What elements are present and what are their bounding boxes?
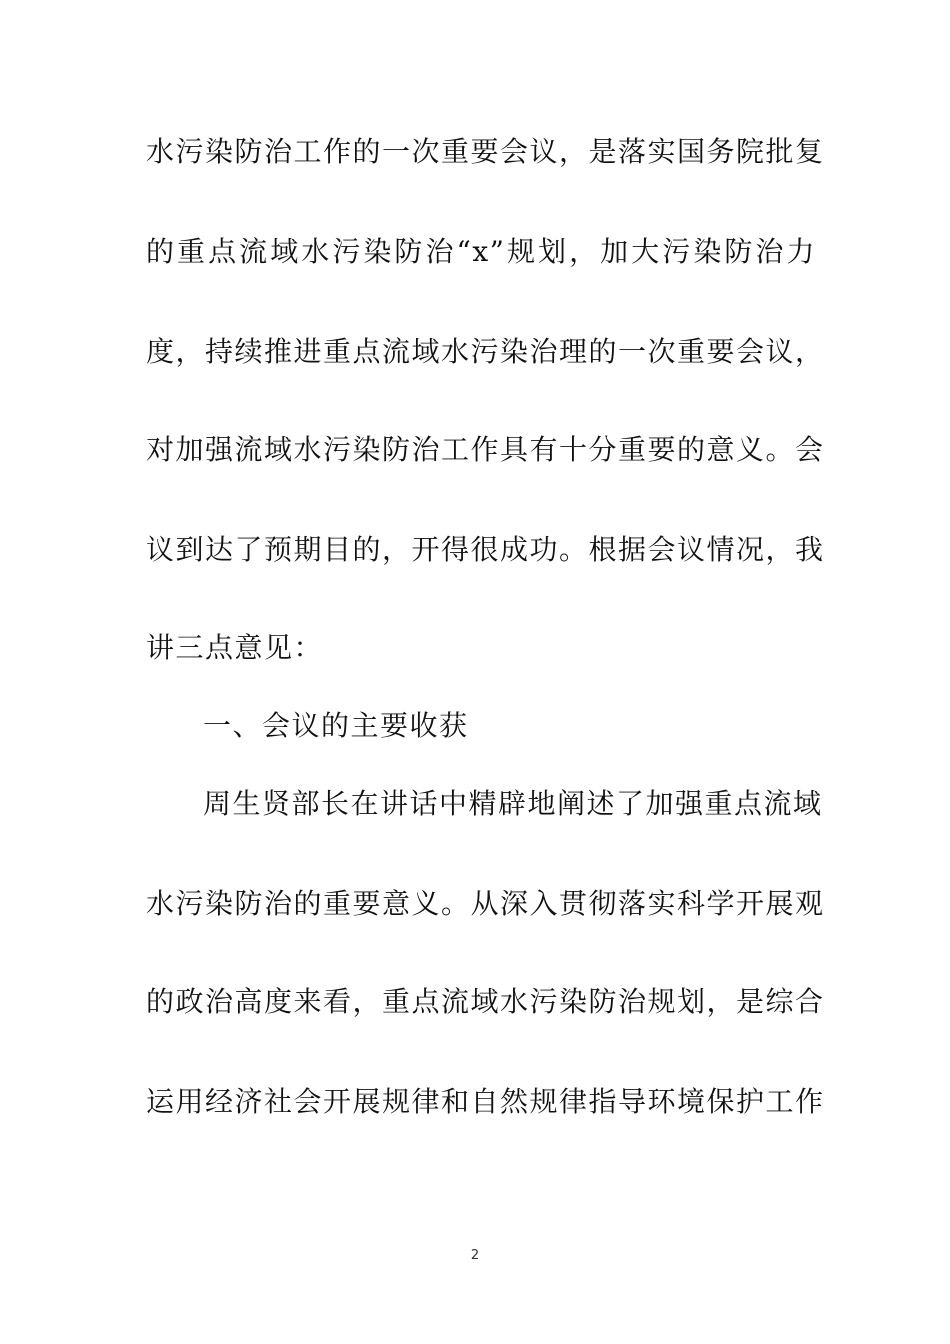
page-number: 2 [470,1248,480,1263]
body-text-line: 周生贤部长在讲话中精辟地阐述了加强重点流域 [203,787,823,820]
body-text-line: 水污染防治的重要意义。从深入贯彻落实科学开展观 [146,887,825,920]
body-text-line: 讲三点意见： [146,631,324,664]
body-text-line: 运用经济社会开展规律和自然规律指导环境保护工作 [146,1085,825,1118]
section-heading: 一、会议的主要收获 [203,709,469,742]
body-text-line: 对加强流域水污染防治工作具有十分重要的意义。会 [146,433,825,466]
body-text-line: 水污染防治工作的一次重要会议，是落实国务院批复 [146,135,825,168]
body-text-line: 度，持续推进重点流域水污染治理的一次重要会议， [146,335,825,368]
body-text-line: 的政治高度来看，重点流域水污染防治规划，是综合 [146,985,825,1018]
body-text-line: 的重点流域水污染防治“x”规划，加大污染防治力 [146,235,816,268]
body-text-line: 议到达了预期目的，开得很成功。根据会议情况，我 [146,533,825,566]
